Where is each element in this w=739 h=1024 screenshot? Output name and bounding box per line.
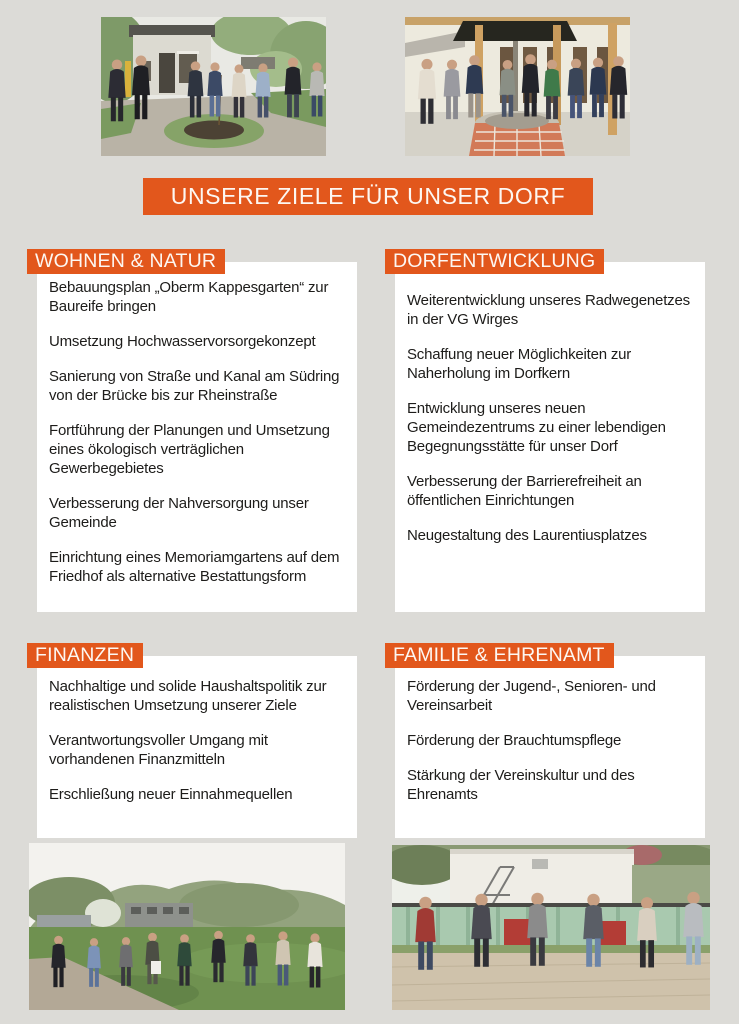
photo-pavilion-group — [405, 17, 630, 156]
page-title: UNSERE ZIELE FÜR UNSER DORF — [143, 178, 593, 215]
section-header-dorfentwicklung: DORFENTWICKLUNG — [385, 249, 604, 274]
section-card-dorfentwicklung — [395, 262, 705, 612]
photo-tree-planting — [101, 17, 326, 156]
goal-item: Verbesserung der Barrierefreiheit an öffentlichen Einrichtungen — [407, 473, 642, 509]
goal-item: Fortführung der Planungen und Umsetzung eines ökologisch verträglichen Gewerbegebietes — [49, 422, 330, 477]
goal-item: Schaffung neuer Möglichkeiten zur Naherholung im Dorfkern — [407, 346, 632, 382]
section-header-wohnen-natur: WOHNEN & NATUR — [27, 249, 225, 274]
goal-item: Stärkung der Vereinskultur und des Ehrenamts — [407, 767, 635, 803]
section-dorfentwicklung — [393, 250, 705, 612]
photo-fence-group — [392, 845, 710, 1010]
section-familie-ehrenamt — [393, 644, 705, 838]
goal-item: Förderung der Brauchtumspflege — [407, 732, 622, 749]
section-wohnen-natur — [35, 250, 357, 612]
goal-item: Einrichtung eines Memoriamgartens auf dem Friedhof als alternative Bestattungsform — [49, 549, 340, 585]
goal-item: Förderung der Jugend-, Senioren- und Vereinsarbeit — [407, 678, 656, 714]
goal-item: Verantwortungsvoller Umgang mit vorhandenen Finanzmitteln — [49, 732, 268, 768]
section-header-familie-ehrenamt: FAMILIE & EHRENAMT — [385, 643, 614, 668]
section-header-finanzen: FINANZEN — [27, 643, 143, 668]
goal-item: Entwicklung unseres neuen Gemeindezentrums zu einer lebendigen Begegnungsstätte für unser Dorf — [407, 400, 666, 455]
section-finanzen — [35, 644, 357, 838]
goal-item: Bebauungsplan „Oberm Kappesgarten“ zur Baureife bringen — [49, 279, 329, 315]
goal-item: Nachhaltige und solide Haushaltspolitik zur realistischen Umsetzung unserer Ziele — [49, 678, 327, 714]
photo-meadow-group — [29, 843, 345, 1010]
goal-item: Erschließung neuer Einnahmequellen — [49, 786, 293, 803]
section-card-wohnen-natur — [37, 262, 357, 612]
goal-item: Weiterentwicklung unseres Radwegenetzes in der VG Wirges — [407, 292, 690, 328]
section-card-familie-ehrenamt — [395, 656, 705, 838]
goal-item: Neugestaltung des Laurentiusplatzes — [407, 527, 647, 544]
goal-item: Umsetzung Hochwasservorsorgekonzept — [49, 333, 316, 350]
goal-item: Sanierung von Straße und Kanal am Südring von der Brücke bis zur Rheinstraße — [49, 368, 340, 404]
goal-item: Verbesserung der Nahversorgung unser Gemeinde — [49, 495, 309, 531]
section-card-finanzen — [37, 656, 357, 838]
